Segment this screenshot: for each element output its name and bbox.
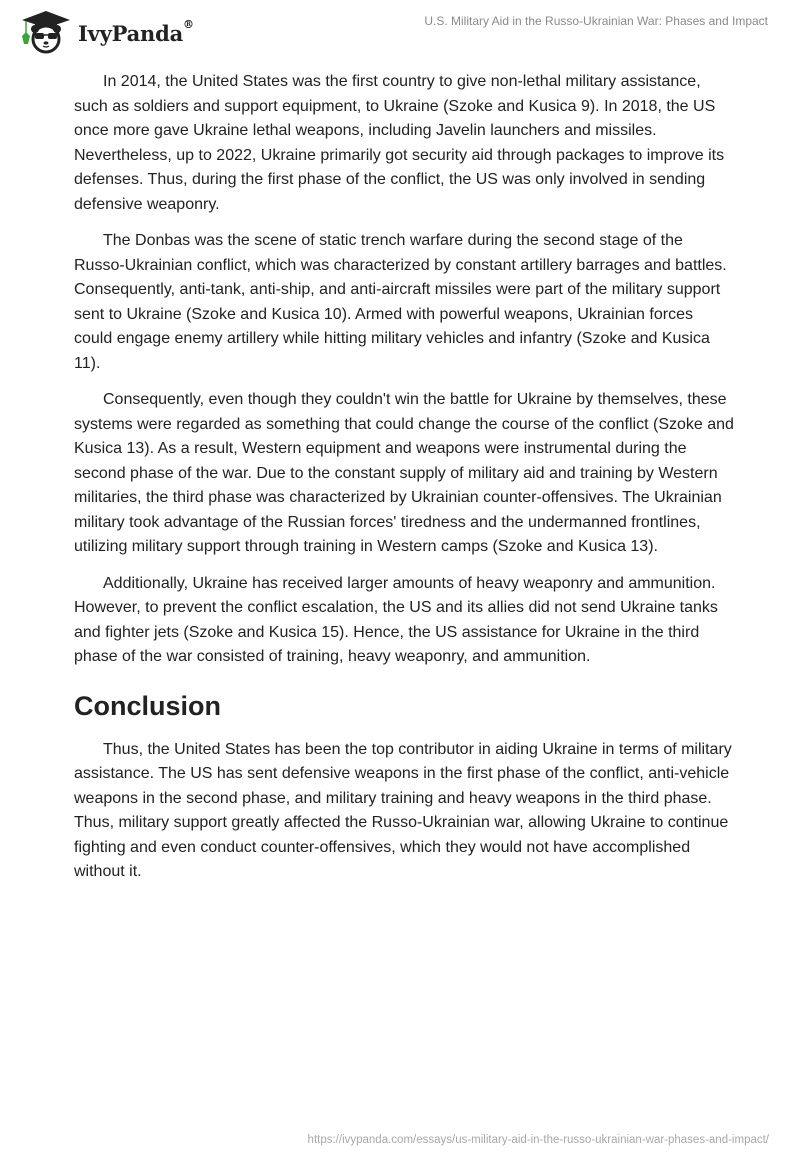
brand-name: IvyPanda® (78, 17, 194, 46)
conclusion-paragraph: Thus, the United States has been the top contributor in aiding Ukraine in terms of military assistance. The US has sent defensive weapons in the first phase of the conflict, anti-vehicle weapons in the second phase, and military training and heavy weapons in the third phase. Thus, military support greatly affected the Russo-Ukrainian war, allowing Ukraine to continue fighting and even conduct counter-offensives, which they would not have accomplished without it. (74, 740, 732, 880)
essay-content (74, 70, 734, 897)
source-url[interactable]: https://ivypanda.com/essays/us-military-aid-in-the-russo-ukrainian-war-phases-and-impact/ (307, 1134, 769, 1146)
page-header (0, 0, 800, 50)
document-title: U.S. Military Aid in the Russo-Ukrainian War: Phases and Impact (424, 14, 768, 28)
conclusion-heading: Conclusion (74, 690, 221, 721)
registered-mark: ® (183, 17, 194, 31)
body-paragraph-3: Consequently, even though they couldn't win the battle for Ukraine by themselves, these systems were regarded as something that could change the course of the conflict (Szoke and Kusica 13). As a result, Western equipment and weapons were instrumental during the second phase of the war. Due to the constant supply of military aid and training by Western militaries, the third phase was characterized by Ukrainian counter-offensives. The Ukrainian military took advantage of the Russian forces' tiredness and the undermanned frontlines, utilizing military support through training in Western camps (Szoke and Kusica 13). (74, 391, 734, 555)
body-paragraph-2: The Donbas was the scene of static trench warfare during the second stage of the Russo-Ukrainian conflict, which was characterized by constant artillery barrages and battles. Consequently, anti-tank, anti-ship, and anti-aircraft missiles were part of the military support sent to Ukraine (Szoke and Kusica 10). Armed with powerful weapons, Ukrainian forces could engage enemy artillery while hitting military vehicles and infantry (Szoke and Kusica 11). (74, 232, 727, 372)
body-paragraph-1: In 2014, the United States was the first country to give non-lethal military assistance, such as soldiers and support equipment, to Ukraine (Szoke and Kusica 9). In 2018, the US once more gave Ukraine lethal weapons, including Javelin launchers and missiles. Nevertheless, up to 2022, Ukraine primarily got security aid through packages to improve its defenses. Thus, during the first phase of the conflict, the US was only involved in sending defensive weaponry. (74, 73, 725, 213)
ivypanda-logo[interactable] (18, 8, 194, 54)
body-paragraph-4: Additionally, Ukraine has received larger amounts of heavy weaponry and ammunition. However, to prevent the conflict escalation, the US and its allies did not send Ukraine tanks and fighter jets (Szoke and Kusica 15). Hence, the US assistance for Ukraine in the third phase of the war consisted of training, heavy weaponry, and ammunition. (74, 574, 718, 665)
panda-graduate-icon (18, 8, 74, 54)
